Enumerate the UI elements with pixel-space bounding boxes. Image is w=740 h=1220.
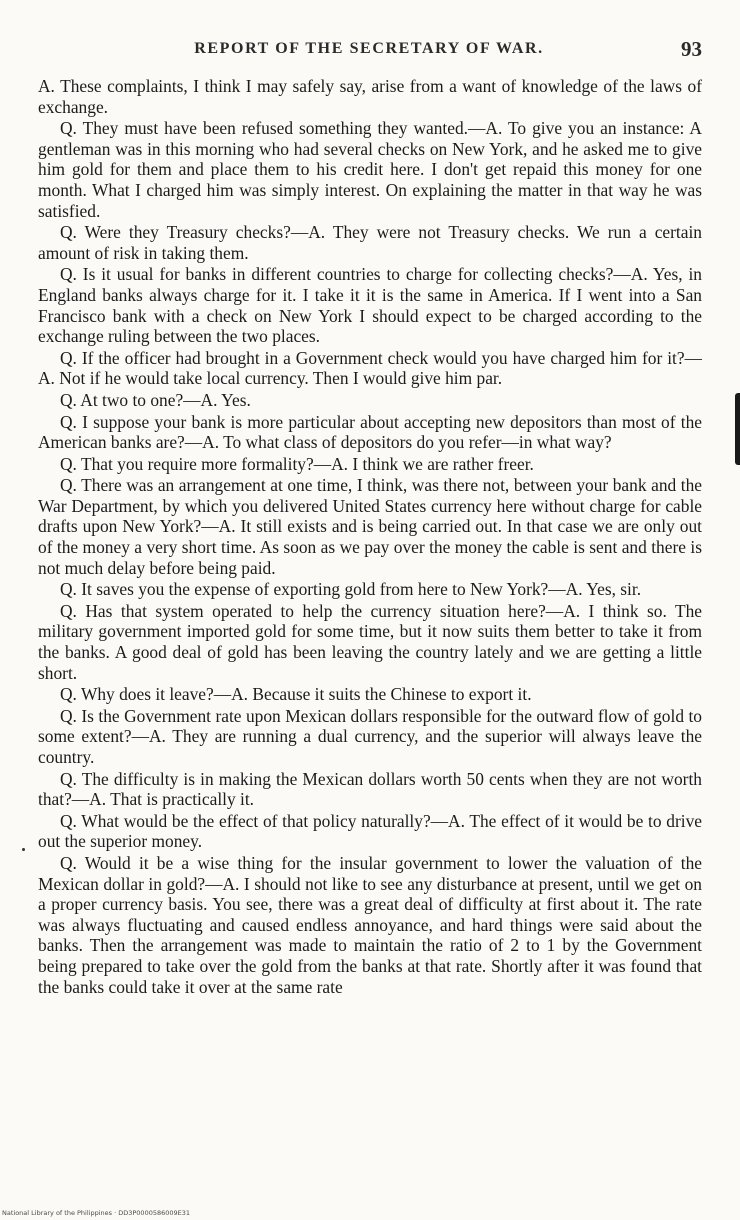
paragraph: Q. I suppose your bank is more particular about accepting new depositors than most of the American banks are?—A. To what class of depositors do you refer—in what way?: [38, 411, 702, 453]
paragraph: A. These complaints, I think I may safely say, arise from a want of knowledge of the laws of exchange.: [38, 76, 702, 117]
paragraph: Q. If the officer had brought in a Government check would you have charged him for it?—A. Not if he would take local currency. Then I would give him par.: [38, 347, 702, 389]
paragraph: Q. Is the Government rate upon Mexican dollars responsible for the outward flow of gold to some extent?—A. They are running a dual currency, and the superior will always leave the country.: [38, 705, 702, 767]
paragraph: Q. At two to one?—A. Yes.: [60, 389, 251, 410]
paragraph: Q. That you require more formality?—A. I think we are rather freer.: [60, 453, 534, 474]
paragraph: Q. It saves you the expense of exporting gold from here to New York?—A. Yes, sir.: [60, 579, 642, 600]
scan-speck: [22, 848, 25, 851]
scan-source-footer: National Library of the Philippines · DD3P0000586009E31: [2, 1209, 191, 1217]
page-header: [36, 37, 702, 64]
paragraph: Q. What would be the effect of that policy naturally?—A. The effect of it would be to drive out the superior money.: [38, 810, 702, 852]
paragraph: Q. Would it be a wise thing for the insular government to lower the valuation of the Mexican dollar in gold?—A. I should not like to see any disturbance at present, until we get on a proper currency basis. You see, there was a great deal of difficulty at first about it. The rate was always fluctuating and caused endless annoyance, and hard things were said about the banks. Then the arrangement was made to maintain the ratio of 2 to 1 by the Government being prepared to take over the gold from the banks at that rate. Shortly after it was found that the banks could take it over at the same rate: [38, 852, 702, 997]
paragraph: Q. The difficulty is in making the Mexican dollars worth 50 cents when they are not worth that?—A. That is practically it.: [38, 768, 702, 810]
paragraph: Q. They must have been refused something they wanted.—A. To give you an instance: A gentleman was in this morning who had several checks on New York, and he asked me to give him gold for them and place them to his credit here. I don't get repaid this money for one month. What I charged him was simply interest. On explaining the matter in that way he was satisfied.: [38, 118, 702, 221]
paragraph: Q. There was an arrangement at one time, I think, was there not, between your bank and the War Department, by which you delivered United States currency here without charge for cable drafts upon New York?—A. It still exists and is being carried out. In that case we are only out of the money a very short time. As soon as we pay over the money the cable is sent and there is not much delay before being paid.: [38, 475, 702, 578]
scan-edge-mark: [735, 393, 740, 465]
paragraph: Q. Is it usual for banks in different countries to charge for collecting checks?—A. Yes, in England banks always charge for it. I take it it is the same in America. If I went into a San Francisco bank with a check on New York I should expect to be charged according to the exchange ruling between the two places.: [38, 264, 702, 347]
paragraph: Q. Were they Treasury checks?—A. They were not Treasury checks. We run a certain amount of risk in taking them.: [38, 222, 702, 263]
paragraph: Q. Has that system operated to help the currency situation here?—A. I think so. The military government imported gold for some time, but it now suits them better to take it from the banks. A good deal of gold has been leaving the country lately and we are getting a little short.: [38, 600, 702, 683]
page-number: 93: [681, 37, 702, 61]
page-body: [38, 76, 702, 1182]
paragraph: Q. Why does it leave?—A. Because it suits the Chinese to export it.: [60, 684, 532, 705]
running-title: REPORT OF THE SECRETARY OF WAR.: [194, 40, 544, 57]
